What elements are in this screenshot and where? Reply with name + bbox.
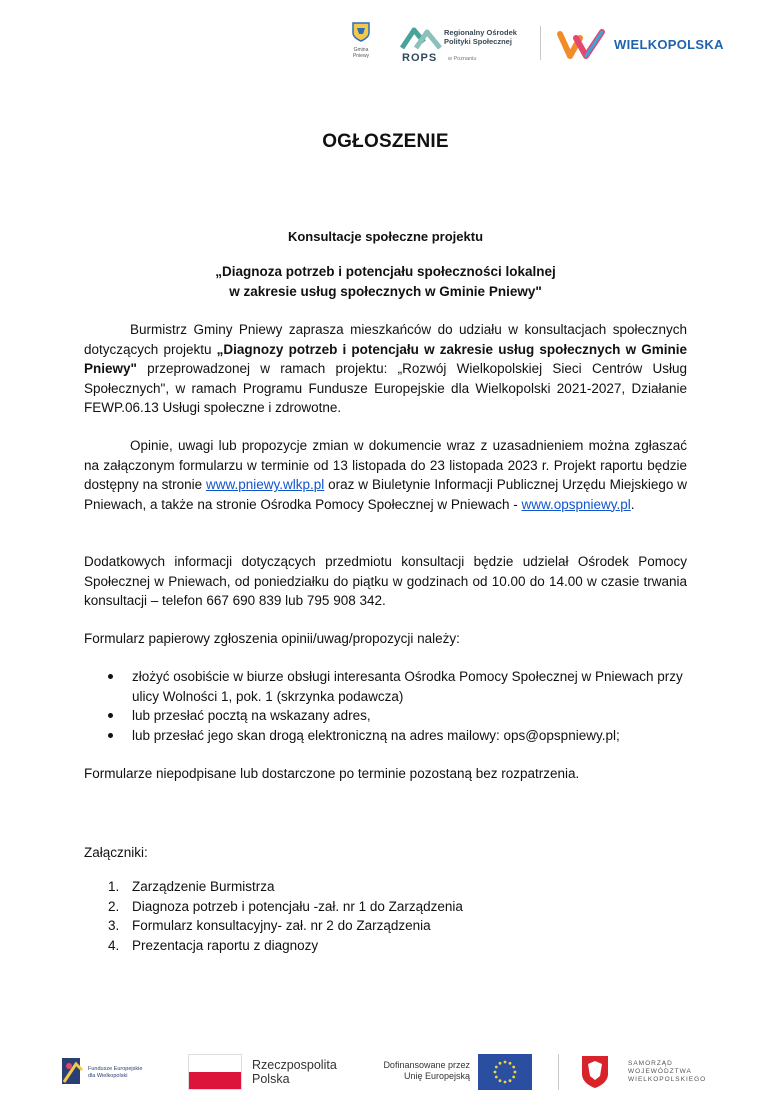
item-number: 3. <box>108 918 120 933</box>
gmina-pniewy-logo <box>345 22 377 59</box>
coat-of-arms-icon <box>352 22 370 42</box>
page-title: OGŁOSZENIE <box>322 131 449 152</box>
attachment-text: Diagnoza potrzeb i potencjału -zał. nr 1 do Zarządzenia <box>132 898 463 914</box>
header-logos <box>0 18 768 68</box>
submission-methods-list <box>104 667 694 745</box>
project-title-line2: w zakresie usług społecznych w Gminie Pniewy" <box>229 284 542 299</box>
bullet-text: lub przesłać pocztą na wskazany adres, <box>132 708 371 723</box>
attachments-list <box>104 877 664 955</box>
p2-text1: Opinie, uwagi lub propozycje zmian w dokumencie wraz z uzasadnieniem można zgłaszać na załączonym formularzu w terminie od 13 listopada do 23 listopada 2023 r. Projekt raportu będzie dostępny na stronie <box>84 438 687 492</box>
eu-funding-text: Dofinansowane przez Unię Europejską <box>383 1060 470 1081</box>
opspniewy-link[interactable]: www.opspniewy.pl <box>521 496 631 512</box>
rops-word: ROPS <box>402 52 438 64</box>
list-item <box>104 726 694 746</box>
paragraph-opinions <box>84 436 687 514</box>
item-number: 2. <box>108 898 120 914</box>
list-item <box>104 877 664 897</box>
poland-flag-icon <box>188 1054 242 1090</box>
gmina-caption: Gmina Pniewy <box>352 47 370 59</box>
bullet-icon <box>108 713 113 718</box>
list-item <box>104 706 694 726</box>
eu-flag-icon <box>478 1054 532 1090</box>
subtitle: Konsultacje społeczne projektu <box>287 229 484 244</box>
list-item <box>104 897 664 917</box>
wielkopolska-w-icon <box>556 26 608 62</box>
bullet-text: złożyć osobiście w biurze obsługi interesanta Ośrodka Pomocy Społecznej w Pniewach przy ulicy Wolności 1, pok. 1 (skrzynka podawcza) <box>132 669 683 704</box>
paragraph-form-intro: Formularz papierowy zgłoszenia opinii/uwag/propozycji należy: <box>84 631 460 646</box>
project-title <box>84 262 687 302</box>
fundusze-europejskie-logo <box>60 1052 170 1092</box>
p2-text2: oraz w Biuletynie Informacji Publicznej Urzędu Miejskiego w Pniewach, a także na stronie Ośrodka Pomocy Społecznej w Pniewach - <box>84 477 687 512</box>
rops-subtitle: w Poznaniu <box>448 56 477 62</box>
rzeczpospolita-text: Rzeczpospolita Polska <box>252 1058 337 1086</box>
attachments-label: Załączniki: <box>84 845 148 860</box>
rops-name: Regionalny Ośrodek Polityki Społecznej <box>444 28 517 46</box>
p2-text3: . <box>630 496 635 512</box>
rops-house-icon <box>400 24 442 52</box>
fe-text: Fundusze Europejskie dla Wielkopolski <box>88 1066 143 1079</box>
samorzad-text: SAMORZĄD WOJEWÓDZTWA WIELKOPOLSKIEGO <box>628 1060 707 1083</box>
list-item <box>104 667 694 706</box>
list-item <box>104 936 664 956</box>
p1-text1: Burmistrz Gminy Pniewy zaprasza mieszkańców do udziału w konsultacjach społecznych dotyczących projektu <box>84 322 687 357</box>
p1-bold: „Diagnozy potrzeb i potencjału w zakresie usług społecznych w Gminie Pniewy" <box>84 341 687 376</box>
footer-divider <box>558 1054 559 1090</box>
item-number: 4. <box>108 937 120 953</box>
attachment-text: Formularz konsultacyjny- zał. nr 2 do Zarządzenia <box>132 918 431 933</box>
item-number: 1. <box>108 879 120 894</box>
bullet-icon <box>108 674 113 679</box>
paragraph-notice: Formularze niepodpisane lub dostarczone po terminie pozostaną bez rozpatrzenia. <box>84 766 580 781</box>
list-item <box>104 916 664 936</box>
wielkopolska-word: WIELKOPOLSKA <box>614 37 724 52</box>
paragraph-invitation <box>84 320 687 418</box>
attachment-text: Zarządzenie Burmistrza <box>132 879 275 894</box>
project-title-line1: „Diagnoza potrzeb i potencjału społeczności lokalnej <box>215 264 556 279</box>
header-divider <box>540 26 541 60</box>
pniewy-link[interactable]: www.pniewy.wlkp.pl <box>205 477 325 492</box>
rops-logo <box>400 24 528 64</box>
fe-icon <box>60 1054 86 1090</box>
bullet-text: lub przesłać jego skan drogą elektroniczną na adres mailowy: ops@opspniewy.pl; <box>132 727 620 743</box>
p1-text2: przeprowadzonej w ramach projektu: „Rozwój Wielkopolskiej Sieci Centrów Usług Społecznych", w ramach Programu Fundusze Europejskie dla Wielkopolski 2021-2027, Działanie FEWP.06.13 Usługi społeczne i zdrowotne. <box>84 361 687 415</box>
footer-logos <box>0 1048 768 1098</box>
paragraph-contact: Dodatkowych informacji dotyczących przedmiotu konsultacji będzie udzielał Ośrodek Pomocy Społecznej w Pniewach, od poniedziałku do piątku w godzinach od 10.00 do 14.00 w czasie trwania konsultacji – telefon 667 690 839 lub 795 908 342. <box>84 554 687 608</box>
attachment-text: Prezentacja raportu z diagnozy <box>132 937 319 953</box>
samorzad-eagle-icon <box>580 1054 610 1090</box>
bullet-icon <box>108 733 113 738</box>
